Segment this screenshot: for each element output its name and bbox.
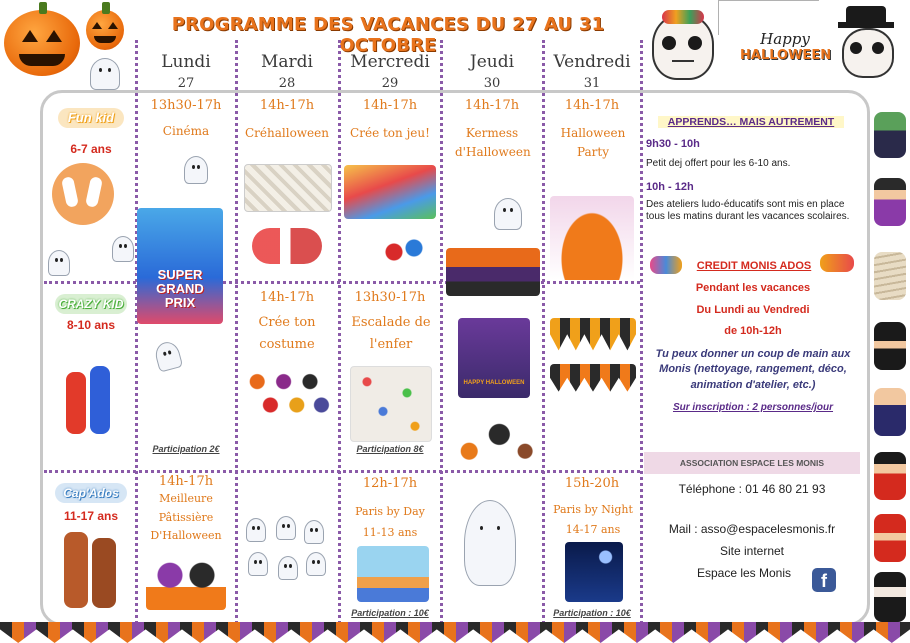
lundi-row1-time: 13h30-17h [150,98,222,113]
helping-hands-icon [650,256,682,274]
page-title: PROGRAMME DES VACANCES DU 27 AU 31 OCTOBRE [171,14,605,56]
mercredi-row2-activity: Escalade de l'enfer [351,315,431,353]
happy-halloween-text: Happy HALLOWEEN [740,30,832,63]
helping-hands-icon [820,254,854,272]
cat-kid-image [874,322,906,370]
mardi-row1-time: 14h-17h [259,98,315,113]
mummy-kid-image [874,252,906,300]
pirate-kid-image [874,452,906,500]
contact-email: Mail : asso@espacelesmonis.fr [668,522,836,536]
ghost-icon [48,250,70,276]
facebook-icon[interactable]: f [812,568,836,592]
credit-line-1: Pendant les vacances [695,282,811,294]
group-badge-crazy-kid: CRAZY KID [55,294,127,314]
devil-kid-image [874,514,906,562]
sugar-skull-image [652,14,714,80]
ghost-icon [494,198,522,230]
day-header-lundi: Lundi [161,52,211,72]
vendredi-row3-time: 15h-20h [564,476,620,491]
kids-silhouette-image [66,372,86,434]
website-name[interactable]: Espace les Monis [696,566,792,580]
group-badge-cap-ados: Cap'Ados [55,483,127,503]
kids-silhouette-image [90,366,110,434]
ghost-icon [306,552,326,576]
contact-phone: Téléphone : 01 46 80 21 93 [678,482,826,496]
climbing-wall-image [350,366,432,442]
mardi-row2-time: 14h-17h [259,290,315,305]
ghost-icon [304,520,324,544]
vendredi-row3-activity: Paris by Night 14-17 ans [553,503,633,536]
breakfast-time: 9h30 - 10h [646,138,700,150]
group-ages-fun-kid: 6-7 ans [70,142,112,156]
board-game-kids-image [344,165,436,219]
day-header-vendredi: Vendredi [553,52,631,72]
dice-pawns-image [350,228,430,268]
day-number-mercredi: 29 [381,76,399,91]
costumes-image [244,366,332,418]
mercredi-row3-participation: Participation : 10€ [351,608,429,618]
mercredi-row3-time: 12h-17h [362,476,418,491]
ghost-large-icon [464,500,516,586]
day-number-jeudi: 30 [483,76,501,91]
paris-by-day-image [357,546,429,602]
jeudi-row1-time: 14h-17h [464,98,520,113]
bottom-bunting [0,622,910,643]
ghost-icon [246,518,266,542]
credit-line-2: Du Lundi au Vendredi [696,304,810,316]
vendredi-row1-time: 14h-17h [564,98,620,113]
teens-silhouette-image [92,538,116,608]
day-header-jeudi: Jeudi [469,52,515,72]
witch-kid-image [874,178,906,226]
workshops-text: Des ateliers ludo-éducatifs sont mis en place tous les matins durant les vacances scolaires. [646,199,850,222]
happy-halloween-banner-image: HAPPY HALLOWEEN [458,318,530,398]
website-label: Site internet [719,544,785,558]
lundi-row3-time: 14h-17h [158,474,214,489]
super-grand-prix-poster: SUPER GRAND PRIX [137,208,223,324]
group-ages-crazy-kid: 8-10 ans [66,318,116,332]
ghost-icon [248,552,268,576]
workshops-time: 10h - 12h [646,181,694,193]
ghost-icon [184,156,208,184]
halloween-kermess-image [446,248,540,296]
ghost-icon [112,236,134,262]
kids-jumping-image [52,163,114,225]
mardi-row2-activity: Crée ton costume [258,315,316,353]
mercredi-row2-time: 13h30-17h [354,290,426,305]
mercredi-row3-activity: Paris by Day 11-13 ans [355,505,425,539]
lundi-row1-activity: Cinéma [162,124,210,138]
breakfast-text: Petit dej offert pour les 6-10 ans. [646,158,791,169]
pumpkin-large-image [4,10,80,76]
lundi-row3-activity: Meilleure Pâtissière D'Halloween [150,492,222,543]
mercredi-participation: Participation 8€ [356,444,424,454]
credit-line-3: de 10h-12h [724,325,782,337]
vendredi-row1-activity: Halloween Party [560,126,626,159]
skeleton-kid-image [874,388,906,436]
pumpkin-small-image [86,10,124,50]
teens-silhouette-image [64,532,88,608]
inscription-note: Sur inscription : 2 personnes/jour [672,402,834,413]
paris-by-night-image [565,542,623,602]
day-number-mardi: 28 [278,76,296,91]
frankenstein-kid-image [874,112,906,158]
sugar-skull-top-hat-image [834,6,898,76]
day-number-vendredi: 31 [583,76,601,91]
witch-props-image [452,412,538,468]
mercredi-row1-activity: Crée ton jeu! [350,126,430,140]
halloween-baking-kids-image [146,552,226,610]
ghost-icon [276,516,296,540]
credit-body: Tu peux donner un coup de main aux Monis (nettoyage, rangement, déco, animation d'atelier, etc.) [655,348,851,391]
apprends-title: APPRENDS… MAIS AUTREMENT [658,116,844,128]
association-band: ASSOCIATION ESPACE LES MONIS [644,452,860,474]
day-header-mercredi: Mercredi [350,52,430,72]
ghost-icon [90,58,120,90]
halloween-party-image [550,196,634,280]
vampire-kid-image [874,572,906,622]
group-ages-cap-ados: 11-17 ans [63,509,119,523]
lundi-participation: Participation 2€ [152,444,220,454]
group-badge-fun-kid: Fun kid [58,108,124,128]
mardi-row1-activity: Créhalloween [244,126,329,140]
ghost-icon [278,556,298,580]
mummy-cookies-image [244,164,332,212]
vendredi-row3-participation: Participation : 10€ [553,608,631,618]
day-number-lundi: 27 [177,76,195,91]
credit-monis-title: CREDIT MONIS ADOS [696,260,812,272]
mercredi-row1-time: 14h-17h [362,98,418,113]
jeudi-row1-activity: Kermess d'Halloween [455,126,531,159]
day-header-mardi: Mardi [261,52,313,72]
scissors-glue-image [252,228,322,264]
